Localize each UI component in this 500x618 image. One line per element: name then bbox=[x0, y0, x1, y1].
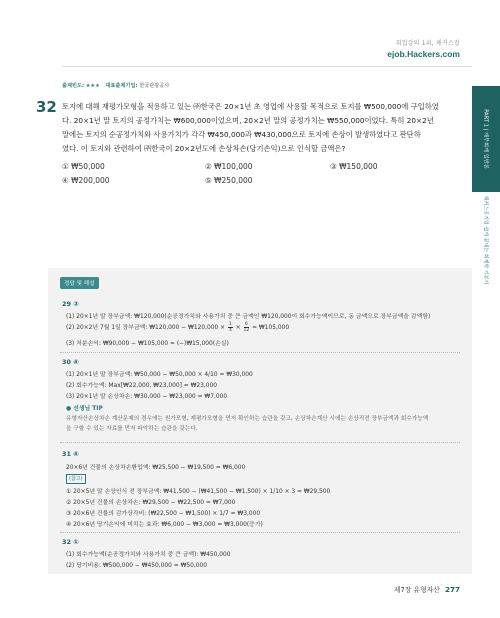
teacher-tip-body bbox=[66, 414, 436, 434]
header-url[interactable]: ejob.Hackers.com bbox=[387, 49, 460, 59]
answer-32-line2: (2) 당기비용: ₩500,000 − ₩450,000 = ₩50,000 bbox=[66, 563, 207, 569]
answer-30-line3: (3) 20×1년 말 손상차손: ₩30,000 − ₩23,000 = ₩7,000 bbox=[66, 394, 228, 400]
book-side-title: 해커스공기업 쉽게 끝내는 회계학 기본서 bbox=[482, 195, 489, 285]
tip-line: 을 구할 수 있는 자료를 먼저 파악하는 습관을 갖는다. bbox=[66, 426, 198, 432]
option-4[interactable]: ④ ₩200,000 bbox=[62, 176, 110, 185]
page-number: 277 bbox=[444, 585, 460, 594]
answer-31-line2: ② 20×5년 건물의 손상차손: ₩29,500 − ₩22,500 = ₩7,000 bbox=[66, 500, 236, 506]
page-footer bbox=[394, 584, 460, 594]
page-header bbox=[387, 41, 460, 59]
company-name: 한국관광공사 bbox=[139, 83, 170, 89]
frequency-stars: ★★★ bbox=[85, 83, 100, 89]
answer-30-number: 30 ④ bbox=[62, 358, 79, 366]
answer-31-line0: 20×6년 건물의 손상차손환입액: ₩25,500 − ₩19,500 = ₩6,000 bbox=[66, 465, 246, 471]
option-1[interactable]: ① ₩50,000 bbox=[62, 162, 105, 171]
answer-29-line3: (3) 처분손익: ₩90,000 − ₩105,000 = (−)₩15,000(손실) bbox=[66, 341, 229, 347]
company-label: 대표출제기업: bbox=[105, 83, 138, 89]
answer-31-number: 31 ④ bbox=[62, 450, 79, 458]
answer-31-line4: ④ 20×6년 당기손익에 미치는 효과: ₩6,000 − ₩3,000 = ₩3,000(증가) bbox=[66, 522, 263, 528]
tip-line: 유형자산손상차손 계산문제의 경우에는 원가모형, 재평가모형을 먼저 확인하는 습관을 갖고, 손상차손계산 시에는 손상직전 장부금액과 회수가능액 bbox=[66, 416, 429, 422]
header-divider bbox=[62, 66, 472, 67]
pin-icon: ● bbox=[66, 406, 72, 412]
question-text bbox=[62, 100, 462, 156]
answer-29-line2-a: (2) 20×2년 7월 1일 장부금액: ₩120,000 − ₩120,000 × bbox=[66, 325, 226, 331]
times-sign: × bbox=[235, 325, 241, 331]
answer-29-line1: (1) 20×1년 말 장부금액: ₩120,000(순공정가치와 사용가치 중 큰 금액인 ₩120,000이 회수가능액이므로, 동 금액으로 장부금액을 감액함) bbox=[66, 314, 431, 320]
divider bbox=[60, 442, 460, 443]
answer-29-number: 29 ③ bbox=[62, 300, 79, 308]
option-3[interactable]: ③ ₩150,000 bbox=[330, 162, 378, 171]
part-side-tab bbox=[472, 86, 500, 192]
answer-31-line1: ① 20×5년 말 손상인식 전 장부금액: ₩41,500 − (₩41,500 − ₩1,500) × 1/10 × 3 = ₩29,500 bbox=[66, 489, 331, 495]
answer-30-line1: (1) 20×1년 말 장부금액: ₩50,000 − ₩50,000 × 4/10 = ₩30,000 bbox=[66, 372, 253, 378]
question-line: 였다. 이 토지와 관련하여 ㈜한국이 20×2년도에 손상차손(당기손익)으로 인식할 금액은? bbox=[62, 144, 346, 153]
divider bbox=[60, 532, 460, 533]
question-number: 32 bbox=[36, 98, 57, 116]
answer-31-line3: ③ 20×6년 건물의 감가상각비: (₩22,500 − ₩1,500) × 1/7 = ₩3,000 bbox=[66, 511, 261, 517]
reference-chip: (참고) bbox=[66, 474, 86, 484]
question-line: 토지에 대해 재평가모형을 적용하고 있는 ㈜한국은 20×1년 초 영업에 사용할 목적으로 토지를 ₩500,000에 구입하였 bbox=[62, 102, 439, 111]
question-line: 다. 20×1년 말 토지의 공정가치는 ₩600,000이었으며, 20×2년 말의 공정가치는 ₩550,000이었다. 특히 20×2년 bbox=[62, 116, 434, 125]
option-2[interactable]: ② ₩100,000 bbox=[205, 162, 253, 171]
answer-tag: 정답 및 해설 bbox=[60, 277, 99, 289]
option-5[interactable]: ⑤ ₩250,000 bbox=[205, 176, 253, 185]
fraction-one-quarter: $\frac{1}{4}$ bbox=[228, 322, 232, 333]
part-side-tab-label: PART 1 | 재무회계 일반론 bbox=[482, 109, 489, 169]
answer-30-line2: (2) 회수가능액: Max[₩22,000, ₩23,000] = ₩23,000 bbox=[66, 383, 218, 389]
answer-32-line1: (1) 회수가능액(순공정가치와 사용가치 중 큰 금액): ₩450,000 bbox=[66, 552, 231, 558]
frequency-label: 출제빈도: bbox=[62, 83, 85, 89]
chapter-label: 제7장 유형자산 bbox=[393, 586, 440, 594]
fraction-six-twelfths: $\frac{6}{12}$ bbox=[243, 322, 250, 333]
question-meta bbox=[62, 82, 169, 89]
answer-32-number: 32 ① bbox=[62, 538, 79, 546]
answer-29-line2-b: = ₩105,000 bbox=[252, 325, 290, 331]
teacher-tip-title: ● 선생님 TIP bbox=[66, 406, 103, 412]
answer-29-line2 bbox=[66, 322, 289, 333]
question-line: 말에는 토지의 순공정가치와 사용가치가 각각 ₩450,000과 ₩430,000으로 토지에 손상이 발생하였다고 판단하 bbox=[62, 130, 421, 139]
header-tagline: 취업강의 1위, 해커스잡 bbox=[395, 40, 460, 47]
divider bbox=[60, 352, 460, 353]
